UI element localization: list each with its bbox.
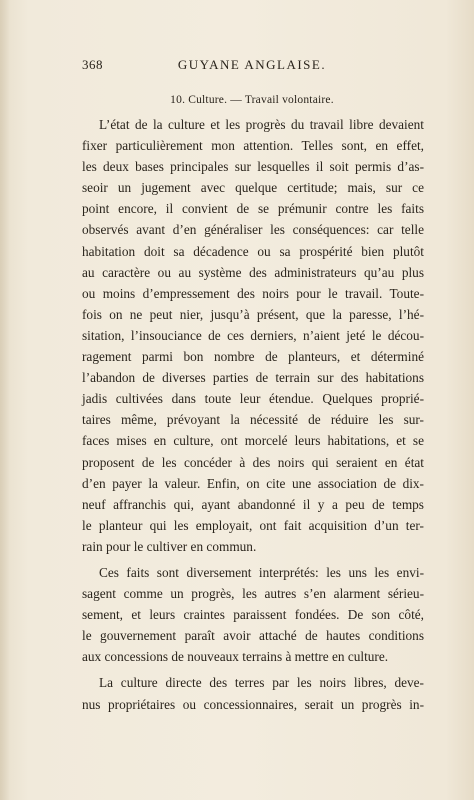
text-line: sitation, l’insouciance de ces derniers, n’aient jeté le décou-: [82, 327, 424, 343]
page-gutter: [0, 0, 10, 800]
text-line: La culture directe des terres par les noirs libres, deve-: [99, 675, 424, 691]
text-line: l’abandon de diverses parties de terrain sur des habitations: [82, 370, 424, 386]
text-line: les deux bases principales sur lesquelles il soit permis d’as-: [82, 159, 424, 175]
text-line: aux concessions de nouveaux terrains à mettre en culture.: [82, 649, 389, 665]
text-line: d’en payer la valeur. Enfin, on cite une association de dix-: [82, 475, 424, 491]
text-line: observés avant d’en généraliser les conséquences: car telle: [82, 222, 424, 238]
text-line: rain pour le cultiver en commun.: [82, 538, 257, 554]
text-line: jadis cultivées dans toute leur étendue. Quelques proprié-: [82, 391, 424, 407]
paragraph: [82, 672, 424, 714]
text-line: nus propriétaires ou concessionnaires, serait un progrès in-: [82, 696, 424, 712]
section-title: 10. Culture. — Travail volontaire.: [170, 94, 334, 106]
body-text: [82, 114, 424, 715]
page-header: [82, 57, 422, 77]
text-line: neuf affranchis qui, ayant abandonné il y a peu de temps: [82, 496, 424, 512]
text-line: fois on ne peut nier, jusqu’à présent, que la paresse, l’hé-: [82, 306, 424, 322]
text-line: ou moins d’empressement des noirs pour le travail. Toute-: [82, 285, 424, 301]
text-line: sement, et leurs craintes paraissent fondées. De son côté,: [82, 607, 424, 623]
text-line: L’état de la culture et les progrès du travail libre devaient: [99, 117, 424, 132]
text-line: point encore, il convient de se prémunir contre les faits: [82, 201, 424, 217]
paragraph: [82, 562, 424, 667]
page-number: 368: [82, 57, 103, 72]
text-line: le gouvernement paraît avoir attaché de hautes conditions: [82, 628, 424, 644]
text-line: seoir un jugement avec quelque certitude; mais, sur ce: [82, 180, 424, 196]
text-line: taires même, prévoyant la nécessité de réduire les sur-: [82, 412, 424, 428]
text-line: sagent comme un progrès, les autres s’en alarment sérieu-: [82, 586, 424, 602]
text-line: au caractère ou au système des administrateurs qu’au plus: [82, 264, 424, 280]
running-head: GUYANE ANGLAISE.: [177, 57, 327, 72]
paragraph: [82, 114, 424, 557]
text-line: Ces faits sont diversement interprétés: les uns les envi-: [99, 564, 424, 580]
text-line: ragement parmi bon nombre de planteurs, et déterminé: [82, 349, 424, 365]
text-line: faces mises en culture, ont morcelé leurs habitations, et se: [82, 433, 424, 449]
text-line: le planteur qui les employait, ont fait acquisition d’un ter-: [82, 517, 424, 533]
text-line: fixer particulièrement mon attention. Telles sont, en effet,: [82, 138, 424, 154]
text-line: habitation doit sa décadence ou sa prospérité bien plutôt: [82, 243, 424, 259]
text-line: proposent de les concéder à des noirs qui seraient en état: [82, 454, 424, 470]
